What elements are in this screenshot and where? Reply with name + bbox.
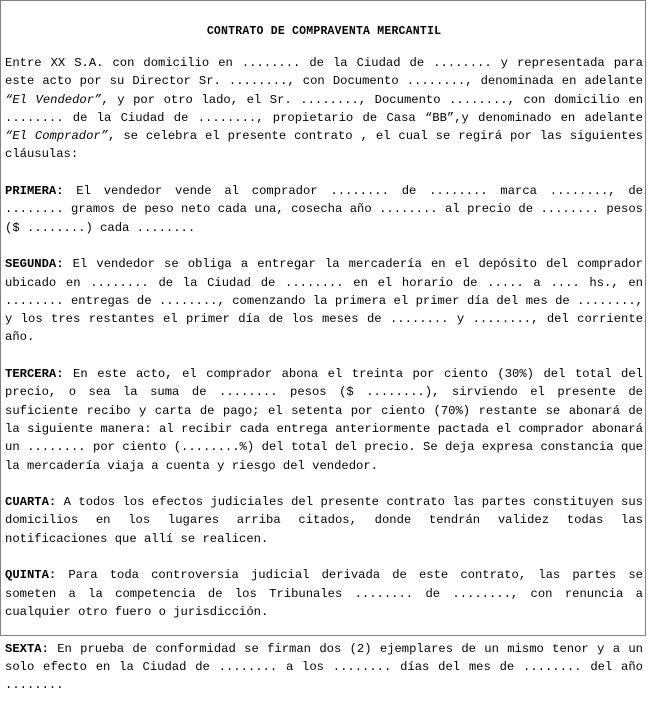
clause-text: El vendedor vende al comprador ........ de ........ marca ........, de ........ gramos de peso neto cada una, cosecha año ........ al precio de ........ pesos ($ ........) cada ........ bbox=[5, 184, 643, 235]
clause-text: A todos los efectos judiciales del presente contrato las partes constituyen sus domicilios en los lugares arriba citados, donde tendrán validez todas las notificaciones que allí se realicen. bbox=[5, 495, 643, 546]
intro-text-1: Entre XX S.A. con domicilio en ........ de la Ciudad de ........ y representada para este acto por su Director Sr. ........, con Documento ........, denominada en adelante bbox=[5, 56, 643, 89]
clause-quinta bbox=[5, 566, 643, 621]
buyer-term: “El Comprador” bbox=[5, 129, 109, 144]
clause-label: SEGUNDA: bbox=[5, 257, 64, 272]
intro-paragraph bbox=[5, 54, 643, 164]
clause-label: PRIMERA: bbox=[5, 184, 64, 199]
clause-label: CUARTA: bbox=[5, 495, 57, 510]
clause-sexta bbox=[5, 640, 643, 695]
document-title: CONTRATO DE COMPRAVENTA MERCANTIL bbox=[206, 25, 442, 38]
contract-body bbox=[5, 54, 643, 713]
clause-segunda bbox=[5, 255, 643, 346]
clause-primera bbox=[5, 182, 643, 237]
clause-text: El vendedor se obliga a entregar la mercadería en el depósito del comprador ubicado en ........ de la Ciudad de ........ en el horario de ..... a .... hs., en ........ entregas de ........, comenzando la primera el primer día del mes de ........, y los tres restantes el primer día de los meses de ........ y ........, del corriente año. bbox=[5, 257, 643, 345]
clause-text: En prueba de conformidad se firman dos (2) ejemplares de un mismo tenor y a un solo efecto en la Ciudad de ........ a los ........ días del mes de ........ del año ........ bbox=[5, 641, 643, 693]
clause-label: TERCERA: bbox=[5, 367, 64, 382]
clause-label: SEXTA: bbox=[5, 641, 49, 656]
intro-text-2: , y por otro lado, el Sr. ........, Documento ........, con domicilio en ........ de la Ciudad de ........, propietario de Casa “BB”,y denominado en adelante bbox=[5, 92, 644, 125]
intro-text-3: , se celebra el presente contrato , el cual se regirá por las siguientes cláusulas: bbox=[5, 129, 643, 162]
clause-tercera bbox=[5, 365, 643, 475]
clause-label: QUINTA: bbox=[5, 568, 57, 583]
clause-cuarta bbox=[5, 493, 643, 548]
clause-text: En este acto, el comprador abona el treinta por ciento (30%) del total del precio, o sea la suma de ........ pesos ($ ........), sirviendo el presente de suficiente recibo y carta de pago; el setenta por ciento (70%) restante se abonará de la siguiente manera: al recibir cada entrega anteriormente pactada el comprador abonará un ........ por ciento (........%) del total del precio. Se deja expresa constancia que la mercadería viaja a cuenta y riesgo del vendedor. bbox=[5, 367, 643, 473]
clause-text: Para toda controversia judicial derivada de este contrato, las partes se someten a la competencia de los Tribunales ........ de ........, con renuncia a cualquier otro fuero o jurisdicción. bbox=[5, 568, 643, 619]
seller-term: “El Vendedor” bbox=[5, 92, 102, 107]
